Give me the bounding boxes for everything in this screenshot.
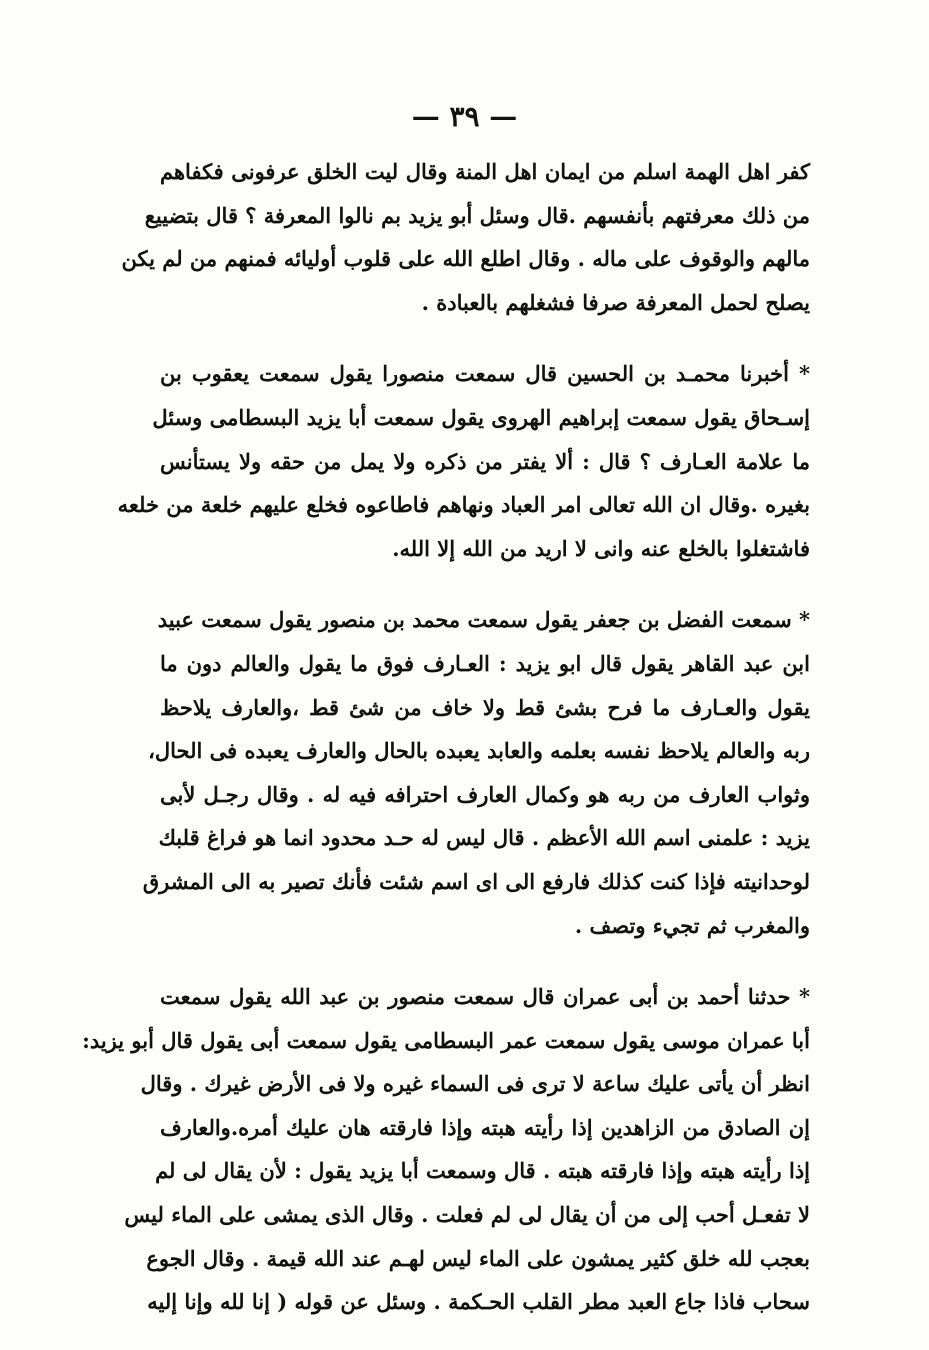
- text-line: انظر أن يأتى عليك ساعة لا ترى فى السماء غيره ولا فى الأرض غيرك . وقال: [140, 1071, 810, 1097]
- paragraph-3: [142, 598, 810, 947]
- text-line: * سمعت الفضل بن جعفر يقول سمعت محمد بن منصور يقول سمعت عبيد: [157, 607, 810, 633]
- text-line: والمغرب ثم تجيء وتصف .: [574, 912, 810, 938]
- text-body: [82, 150, 810, 1324]
- text-line: ما علامة العـارف ؟ قال : ألا يفتر من ذكره ولا يمل من حقه ولا يستأنس: [160, 448, 810, 474]
- paragraph-2: [117, 352, 810, 570]
- text-line: وثواب العارف من ربه هو وكمال العارف احترافه فيه له . وقال رجـل لأبى: [160, 781, 810, 807]
- paragraph-gap: [160, 947, 810, 975]
- paragraph-4: [82, 975, 810, 1324]
- text-line: ربه والعالم يلاحظ نفسه بعلمه والعابد يعبده بالحال والعارف يعبده فى الحال،: [148, 738, 810, 764]
- text-line: إذا رأيته هبته وإذا فارقته هبته . قال وسمعت أبا يزيد يقول : لأن يقال لى لم: [155, 1158, 810, 1184]
- text-line: سحاب فاذا جاع العبد مطر القلب الحـكمة . وسئل عن قوله ( إنا لله وإنا إليه: [147, 1289, 810, 1315]
- text-line: * أخبرنا محمـد بن الحسين قال سمعت منصورا يقول سمعت يعقوب بن: [160, 361, 810, 387]
- text-line: مالهم والوقوف على ماله . وقال اطلع الله على قلوب أوليائه فمنهم من لم يكن: [121, 246, 810, 272]
- text-line: لوحدانيته فإذا كنت كذلك فارفع الى اى اسم شئت فأنك تصير به الى المشرق: [142, 868, 810, 894]
- text-line: بغيره .وقال ان الله تعالى امر العباد ونهاهم فاطاعوه فخلع عليهم خلعة من خلعه: [117, 492, 810, 518]
- paragraph-1: [121, 150, 810, 324]
- text-line: يصلح لحمل المعرفة صرفا فشغلهم بالعبادة .: [421, 289, 810, 315]
- text-line: فاشتغلوا بالخلع عنه وانى لا اريد من الله إلا الله.: [392, 535, 810, 561]
- text-line: يزيد : علمنى اسم الله الأعظم . قال ليس له حـد محدود انما هو فراغ قلبك: [158, 825, 810, 851]
- text-line: ابن عبد القاهر يقول قال ابو يزيد : العـارف فوق ما يقول والعالم دون ما: [160, 650, 810, 676]
- text-line: إسـحاق يقول سمعت إبراهيم الهروى يقول سمعت أبا يزيد البسطامى وسئل: [152, 404, 810, 430]
- text-line: بعجب لله خلق كثير يمشون على الماء ليس لهـم عند الله قيمة . وقال الجوع: [146, 1245, 810, 1271]
- text-line: لا تفعـل أحب إلى من أن يقال لى لم فعلت . وقال الذى يمشى على الماء ليس: [124, 1202, 810, 1228]
- text-line: يقول والعـارف ما فرح بشئ قط ولا خاف من شئ قط ،والعارف يلاحظ: [160, 694, 810, 720]
- paragraph-gap: [160, 570, 810, 598]
- text-line: كفر اهل الهمة اسلم من ايمان اهل المنة وقال ليت الخلق عرفونى فكفاهم: [160, 159, 810, 184]
- text-line: * حدثنا أحمد بن أبى عمران قال سمعت منصور بن عبد الله يقول سمعت: [160, 984, 810, 1010]
- page-number: — ٣٩ —: [411, 100, 518, 133]
- text-line: أبا عمران موسى يقول سمعت عمر البسطامى يقول سمعت أبى يقول قال أبو يزيد:: [82, 1027, 810, 1053]
- text-line: إن الصادق من الزاهدين إذا رأيته هبته وإذا فارقته هان عليك أمره.والعارف: [160, 1114, 810, 1140]
- text-line: من ذلك معرفتهم بأنفسهم .قال وسئل أبو يزيد بم نالوا المعرفة ؟ قال بتضييع: [144, 202, 810, 228]
- paragraph-gap: [160, 324, 810, 352]
